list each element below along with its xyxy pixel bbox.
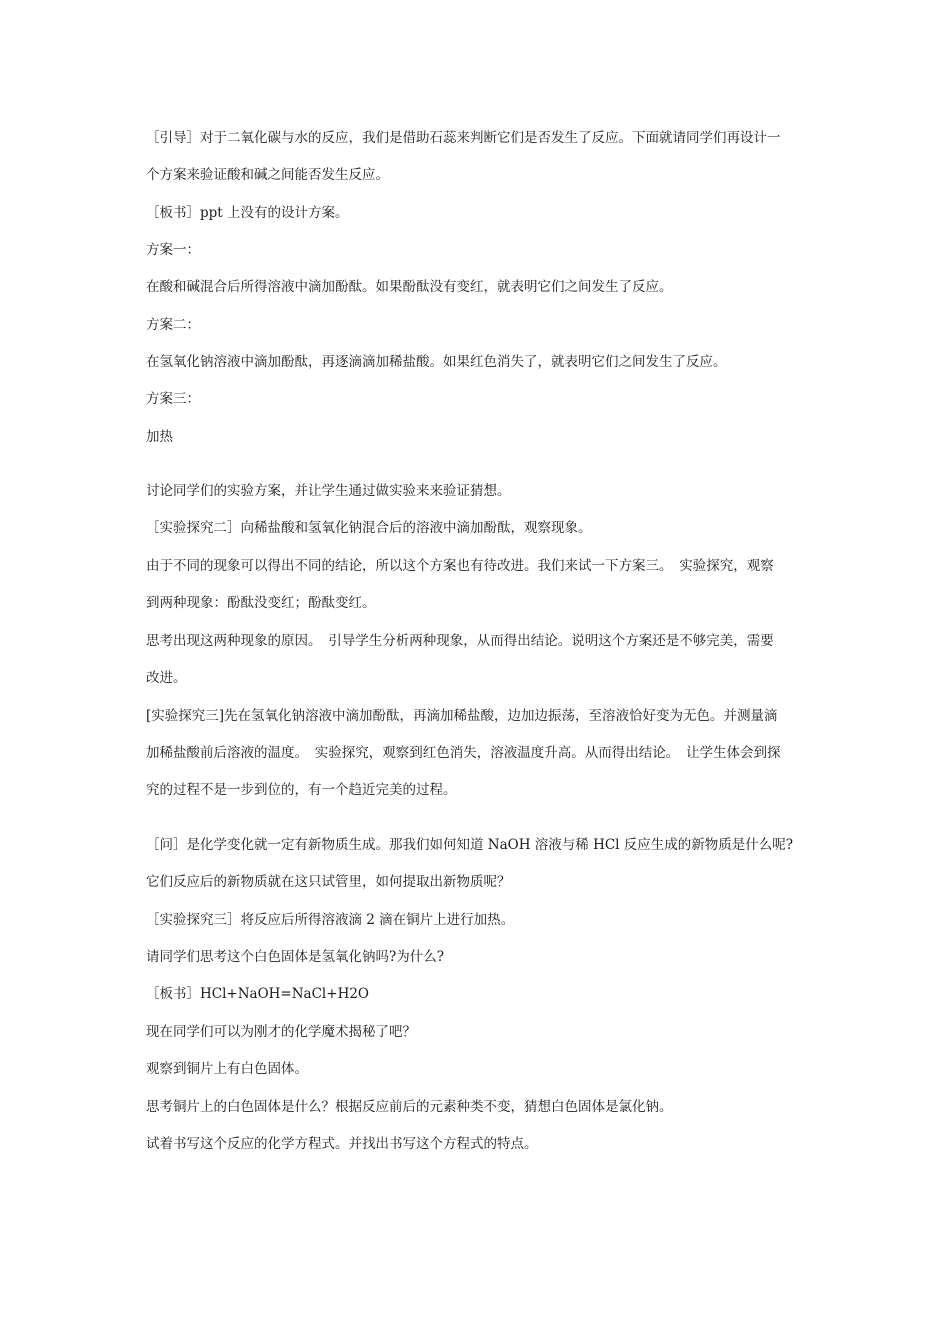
sodium-chloride-hypothesis: 思考铜片上的白色固体是什么？根据反应前后的元素种类不变，猜想白色固体是氯化钠。 [146,1099,673,1115]
guide-paragraph-line-2: 个方案来验证酸和碱之间能否发生反应。 [146,167,389,183]
analysis-paragraph-line-1: 思考出现这两种现象的原因。 引导学生分析两种现象，从而得出结论。说明这个方案还是不够完美，需要 [146,633,774,649]
experiment-three-heating-text: ［实验探究三］将反应后所得溶液滴 2 滴在铜片上进行加热。 [146,912,515,928]
board-writing-heading: ［板书］ppt 上没有的设计方案。 [146,205,349,221]
experiment-three-line-2: 加稀盐酸前后溶液的温度。 实验探究，观察到红色消失，溶液温度升高。从而得出结论。 让学生体会到探 [146,745,781,761]
chemical-equation-board: ［板书］HCl+NaOH=NaCl+H2O [146,986,369,1002]
question-line-1: ［问］是化学变化就一定有新物质生成。那我们如何知道 NaOH 溶液与稀 HCl 反应生成的新物质是什么呢? [146,837,794,853]
plan-three-text: 加热 [146,429,173,445]
improvement-paragraph-line-1: 由于不同的现象可以得出不同的结论，所以这个方案也有待改进。我们来试一下方案三。 实验探究，观察 [146,558,774,574]
experiment-three-line-3: 究的过程不是一步到位的，有一个趋近完美的过程。 [146,782,457,798]
plan-two-text: 在氢氧化钠溶液中滴加酚酞，再逐滴滴加稀盐酸。如果红色消失了，就表明它们之间发生了反应。 [146,354,727,370]
plan-three-heading: 方案三： [146,391,200,407]
plan-one-text: 在酸和碱混合后所得溶液中滴加酚酞。如果酚酞没有变红，就表明它们之间发生了反应。 [146,279,673,295]
question-line-2: 它们反应后的新物质就在这只试管里，如何提取出新物质呢？ [146,874,511,890]
discussion-text: 讨论同学们的实验方案，并让学生通过做实验来来验证猜想。 [146,483,511,499]
plan-two-heading: 方案二： [146,317,200,333]
observation-text: 观察到铜片上有白色固体。 [146,1061,308,1077]
plan-one-heading: 方案一： [146,242,200,258]
improvement-paragraph-line-2: 到两种现象：酚酞没变红；酚酞变红。 [146,595,376,611]
equation-writing-task: 试着书写这个反应的化学方程式。并找出书写这个方程式的特点。 [146,1136,538,1152]
magic-reveal-text: 现在同学们可以为刚才的化学魔术揭秘了吧？ [146,1024,416,1040]
experiment-three-line-1: [实验探究三]先在氢氧化钠溶液中滴加酚酞，再滴加稀盐酸，边加边振荡，至溶液恰好变为无色。并测量滴 [146,708,778,724]
analysis-paragraph-line-2: 改进。 [146,670,187,686]
white-solid-question: 请同学们思考这个白色固体是氢氧化钠吗?为什么? [146,949,444,965]
experiment-two-text: ［实验探究二］向稀盐酸和氢氧化钠混合后的溶液中滴加酚酞，观察现象。 [146,520,592,536]
guide-paragraph-line-1: ［引导］对于二氧化碳与水的反应，我们是借助石蕊来判断它们是否发生了反应。下面就请同学们再设计一 [146,130,781,146]
